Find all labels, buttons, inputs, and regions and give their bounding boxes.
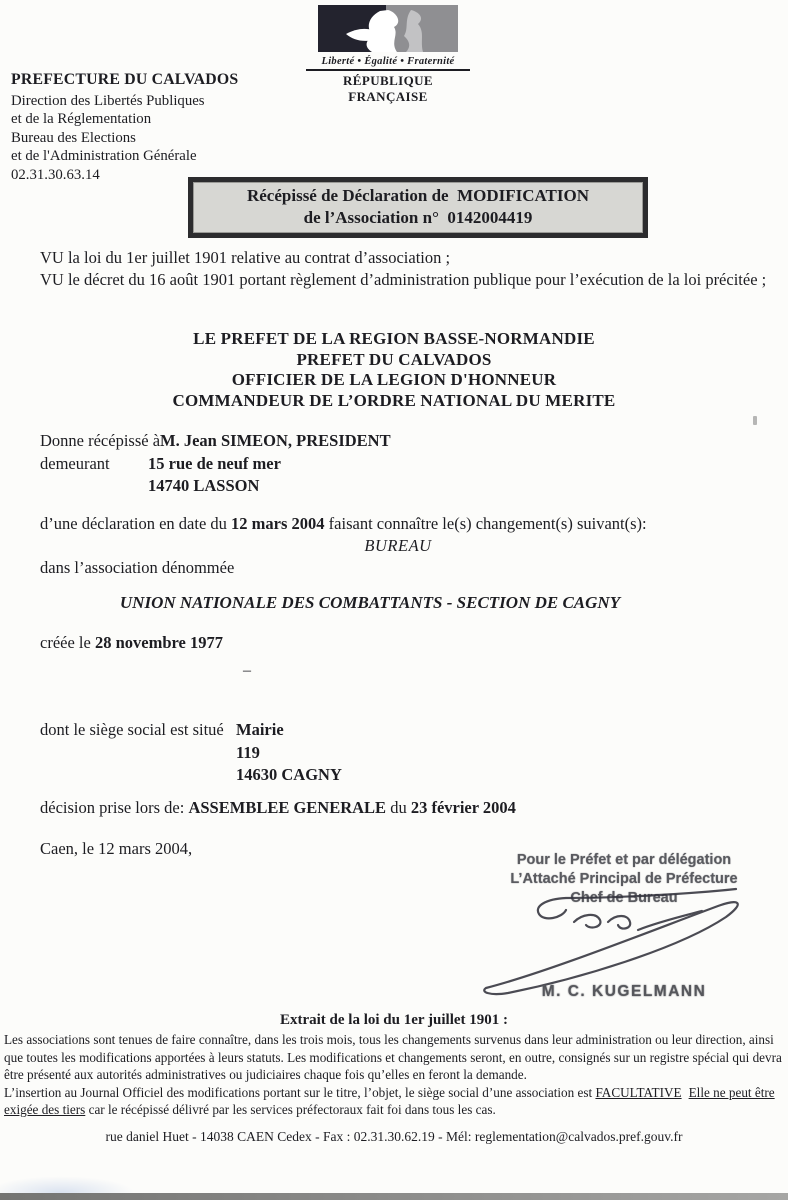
delegation-line-2: L’Attaché Principal de Préfecture (510, 870, 738, 887)
siege-line-1: Mairie (236, 720, 284, 739)
title-line-1: Récépissé de Déclaration de MODIFICATION (246, 186, 589, 205)
extrait-line-3: être présenté aux autorités administratives ou judiciaires chaque fois qu’elles en feront la demande. (4, 1067, 527, 1083)
vu-line-2: VU le décret du 16 août 1901 portant règlement d’administration publique pour l’exécution de la loi précitée ; (40, 269, 767, 289)
give-label: Donne récépissé à (40, 431, 161, 450)
prefet-heading-line-4: COMMANDEUR DE L’ORDRE NATIONAL DU MERITE (172, 390, 616, 410)
sender-phone: 02.31.30.63.14 (11, 166, 100, 183)
declaration-line (40, 514, 772, 534)
extrait-line-1: Les associations sont tenues de faire connaître, dans les trois mois, tous les changements survenus dans leur administration ou leur direction, ainsi (4, 1032, 774, 1047)
extrait-line-5-text: car le récépissé délivré par les services préfectoraux fait foi dans tous les cas. (85, 1102, 496, 1118)
scan-artifact-mark (753, 416, 757, 425)
prefet-heading (0, 329, 788, 411)
declaration-prefix: d’une déclaration en date du (40, 514, 232, 533)
decision-event: ASSEMBLEE GENERALE (188, 798, 387, 817)
created-date: 28 novembre 1977 (94, 633, 223, 652)
recipient-address-2: 14740 LASSON (148, 476, 260, 495)
prefet-heading-line-3: OFFICIER DE LA LEGION D'HONNEUR (231, 370, 557, 389)
prefet-heading-line-2: PREFET DU CALVADOS (296, 349, 492, 369)
created-line (40, 633, 223, 653)
delegation-line-3: Chef de Bureau (570, 889, 678, 906)
association-name: UNION NATIONALE DES COMBATTANTS - SECTION DE CAGNY (119, 593, 621, 612)
decision-mid: du (390, 798, 411, 817)
republic-text: RÉPUBLIQUE FRANÇAISE (343, 73, 433, 104)
title-line-2: de l’Association n° 0142004419 (303, 207, 533, 227)
motto-text: Liberté • Égalité • Fraternité (306, 56, 470, 71)
residence-spacer (40, 475, 148, 498)
extrait-elle-underlined: Elle ne peut être (688, 1084, 775, 1100)
siege-values (236, 719, 342, 787)
republique-francaise-logo (306, 5, 470, 105)
recipient-name: M. Jean SIMEON, PRESIDENT (160, 431, 391, 450)
signer-name-stamp: M. C. KUGELMANN (541, 983, 707, 1000)
extrait-facultative-underlined: FACULTATIVE (595, 1084, 682, 1100)
delegation-line-1: Pour le Préfet et par délégation (516, 852, 732, 868)
sender-line-administration: et de l'Administration Générale (11, 148, 197, 165)
prefet-heading-line-1: LE PREFET DE LA REGION BASSE-NORMANDIE (193, 329, 595, 348)
sender-line-reglementation: et de la Réglementation (11, 111, 152, 128)
extrait-line-2: que toutes les modifications apportées à leurs statuts. Les modifications et changements seront, en outre, consignés sur un registre spécial qui devra (4, 1049, 782, 1065)
extrait-line-4-text: L’insertion au Journal Officiel des modifications portant sur le titre, l’objet, le siège social d’une association est (4, 1084, 596, 1100)
separator-dash: – (243, 662, 251, 679)
siege-line-2: 119 (236, 742, 260, 762)
extrait-line-5 (4, 1101, 788, 1119)
decision-prefix: décision prise lors de: (40, 798, 189, 817)
extrait-paragraph (4, 1031, 788, 1119)
created-prefix: créée le (40, 633, 95, 652)
sender-block (11, 71, 238, 185)
extrait-exigee-underlined: exigée des tiers (4, 1102, 86, 1118)
extrait-line-4 (4, 1084, 788, 1102)
declaration-date: 12 mars 2004 (231, 514, 325, 533)
title-box (188, 177, 648, 238)
residence-line (40, 453, 391, 476)
scan-edge-strip (0, 1193, 788, 1200)
residence-label: demeurant (40, 453, 110, 473)
sender-name: PREFECTURE DU CALVADOS (11, 71, 239, 88)
vu-paragraph (40, 247, 768, 290)
recipient-line (40, 430, 391, 453)
recipient-address-1: 15 rue de neuf mer (148, 453, 281, 473)
recipient-block (40, 430, 391, 498)
association-intro: dans l’association dénommée (40, 558, 235, 577)
footer-address: rue daniel Huet - 14038 CAEN Cedex - Fax : 02.31.30.62.19 - Mél: reglementation@calvados.pref.gouv.fr (105, 1129, 683, 1144)
extrait-title: Extrait de la loi du 1er juillet 1901 : (279, 1012, 509, 1028)
change-type: BUREAU (364, 536, 432, 555)
siege-line-3: 14630 CAGNY (236, 765, 342, 784)
sender-line-bureau: Bureau des Elections (11, 129, 136, 146)
decision-line (40, 798, 516, 818)
sender-line-direction: Direction des Libertés Publiques (11, 92, 205, 109)
marianne-icon (318, 5, 458, 52)
declaration-suffix: faisant connaître le(s) changement(s) suivant(s): (328, 514, 647, 533)
vu-line-1: VU la loi du 1er juillet 1901 relative au contrat d’association ; (40, 248, 451, 267)
siege-label: dont le siège social est situé (40, 720, 224, 739)
residence-line-2 (40, 475, 391, 498)
place-date-line: Caen, le 12 mars 2004, (40, 839, 193, 858)
decision-date: 23 février 2004 (410, 798, 516, 817)
